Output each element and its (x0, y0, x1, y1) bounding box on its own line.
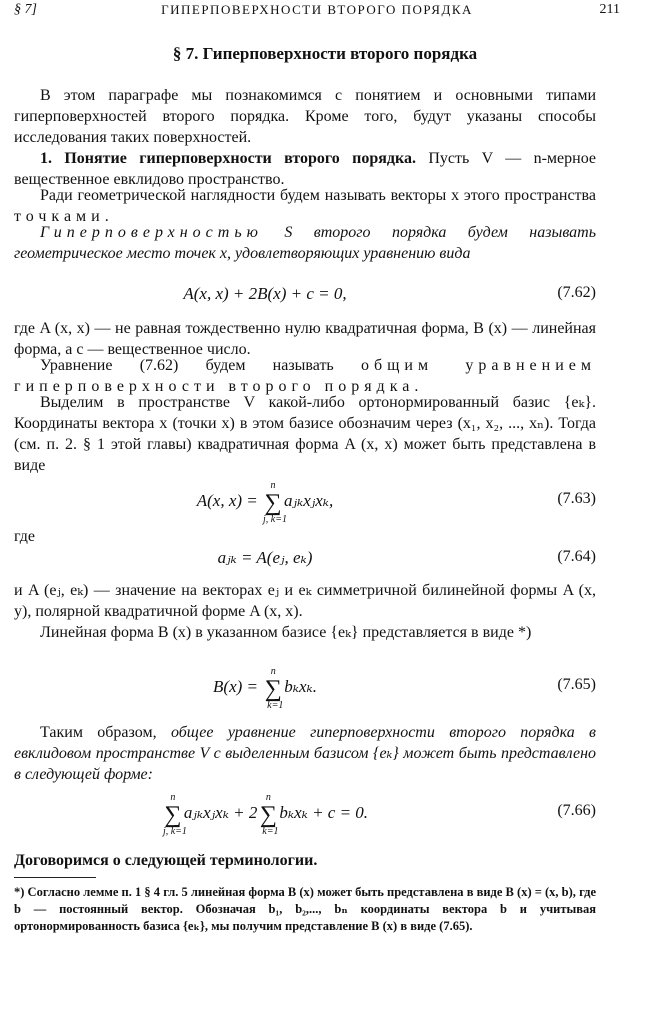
summation-sign: ∑ n k=1 (262, 676, 284, 703)
equation-7-64-number: (7.64) (557, 548, 596, 565)
basis-paragraph: Выделим в пространстве V какой-либо ортонормированный базис {eₖ}. Координаты вектора x (точки x) в этом базисе обозначим через (x₁, x₂, ..., xₙ). Тогда (см. п. 2. § 1 этой главы) квадратичная форма A (x, x) может быть представлена в виде (14, 394, 596, 474)
equation-7-65-rhs: bₖxₖ. (284, 677, 317, 696)
spaced-term-points: точками. (14, 208, 114, 225)
equation-7-65-body (14, 666, 516, 711)
equation-7-63-number: (7.63) (557, 490, 596, 507)
general-equation-paragraph (14, 355, 596, 397)
geometry-text: Ради геометрической наглядности будем называть векторы x этого пространства (40, 187, 596, 204)
where-paragraph-1: где A (x, x) — не равная тождественно нулю квадратичная форма, B (x) — линейная форма, а c — вещественное число. (14, 320, 596, 358)
geometry-paragraph (14, 185, 596, 227)
subsection-1-text: Пусть V — n-мерное вещественное евклидово пространство. (14, 150, 597, 188)
equation-7-62-body: A(x, x) + 2B(x) + c = 0, (183, 284, 347, 303)
equation-7-64-body: aⱼₖ = A(eⱼ, eₖ) (217, 548, 313, 567)
header-section-ref: § 7] (14, 2, 37, 17)
running-header (14, 2, 620, 22)
linear-form-paragraph: Линейная форма B (x) в указанном базисе {eₖ} представляется в виде *) (40, 624, 532, 641)
terminology-line: Договоримся о следующей терминологии. (14, 852, 318, 869)
general-form-text: Таким образом, (40, 724, 157, 741)
equation-7-63 (14, 480, 596, 525)
general-form-paragraph (14, 722, 596, 785)
summation-sign: ∑ n k=1 (257, 802, 279, 829)
intro-paragraph: В этом параграфе мы познакомимся с понятием и основными типами гиперповерхностей второго порядка. Кроме того, будут указаны способы исследования таких поверхностей. (14, 87, 596, 146)
sum-lower-limit: k=1 (267, 700, 284, 711)
equation-7-63-body (14, 480, 516, 525)
equation-7-65-number: (7.65) (557, 676, 596, 693)
summation-sign: ∑ n j, k=1 (262, 490, 284, 517)
equation-7-66-term-1: aⱼₖxⱼxₖ + 2 (183, 803, 258, 822)
spaced-term-general-equation: общим уравнением гиперповерхности второго порядка. (14, 357, 596, 395)
definition-text: S второго порядка будем называть геометрическое место точек x, удовлетворяющих уравнению вида (14, 224, 596, 262)
equation-7-63-rhs: aⱼₖxⱼxₖ, (284, 491, 334, 510)
equation-7-64 (14, 548, 596, 578)
sum-upper-limit: n (265, 792, 271, 803)
equation-7-63-lhs: A(x, x) = (196, 491, 263, 510)
page-number: 211 (599, 2, 620, 17)
spaced-term-hypersurface: Гиперповерхностью (40, 224, 263, 241)
footnote: *) Согласно лемме п. 1 § 4 гл. 5 линейная форма B (x) может быть представлена в виде B (x) = (x, b), где b — постоянный вектор. Обозначая b₁, b₂,..., bₙ координаты вектора b и учитывая ортонормированность базиса {eₖ}, мы получим представление B (x) в виде (7.65). (14, 885, 596, 933)
general-form-italic: общее уравнение гиперповерхности второго порядка в евклидовом пространстве V с выделенным базисом {eₖ} может быть представлено в следующей форме: (14, 724, 597, 783)
sum-upper-limit: n (270, 480, 276, 491)
sum-lower-limit: k=1 (262, 826, 279, 837)
equation-7-65 (14, 666, 596, 711)
footnote-rule (14, 877, 96, 878)
where-label: где (14, 528, 36, 545)
summation-sign: ∑ n j, k=1 (162, 802, 184, 829)
sum-lower-limit: j, k=1 (162, 826, 187, 837)
equation-7-66-number: (7.66) (557, 802, 596, 819)
equation-7-62-number: (7.62) (557, 284, 596, 301)
sum-lower-limit: j, k=1 (263, 514, 287, 525)
value-paragraph: и A (eⱼ, eₖ) — значение на векторах eⱼ и eₖ симметричной билинейной формы A (x, y), полярной квадратичной форме A (x, x). (14, 582, 596, 620)
equation-7-66 (14, 792, 596, 837)
section-title: § 7. Гиперповерхности второго порядка (172, 44, 478, 63)
equation-7-65-lhs: B(x) = (213, 677, 263, 696)
definition-paragraph (14, 222, 596, 264)
header-title: ГИПЕРПОВЕРХНОСТИ ВТОРОГО ПОРЯДКА (161, 2, 473, 17)
equation-7-66-term-2: bₖxₖ + c = 0. (279, 803, 369, 822)
equation-7-62 (14, 284, 596, 314)
subsection-1-paragraph (14, 148, 596, 190)
sum-upper-limit: n (270, 666, 276, 677)
equation-7-66-body (14, 792, 516, 837)
general-equation-text: Уравнение (7.62) будем называть (40, 357, 334, 374)
subsection-1-heading: 1. Понятие гиперповерхности второго порядка. (40, 150, 416, 167)
sum-upper-limit: n (170, 792, 176, 803)
